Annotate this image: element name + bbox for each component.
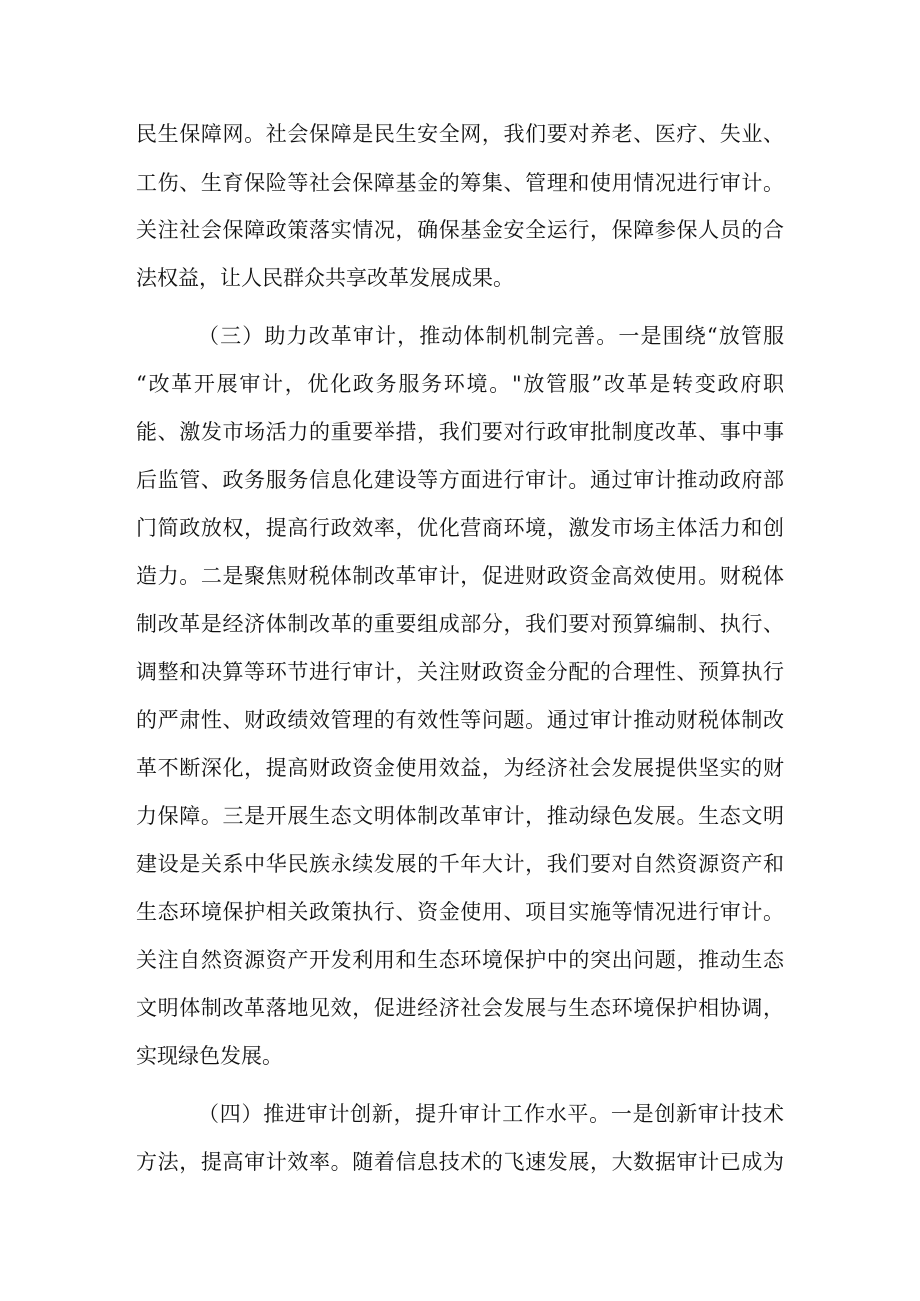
text-line: 建设是关系中华民族永续发展的千年大计，我们要对自然资源资产和 xyxy=(136,852,784,876)
text-line: 民生保障网。社会保障是民生安全网，我们要对养老、医疗、失业、 xyxy=(136,122,784,146)
text-line: 工伤、生育保险等社会保障基金的筹集、管理和使用情况进行审计。 xyxy=(136,171,784,195)
text-line: 的严肃性、财政绩效管理的有效性等问题。通过审计推动财税体制改 xyxy=(136,708,784,732)
text-line: “改革开展审计，优化政务服务环境。"放管服”改革是转变政府职 xyxy=(136,372,784,396)
text-line: 关注社会保障政策落实情况，确保基金安全运行，保障参保人员的合 xyxy=(136,218,784,242)
text-line: 生态环境保护相关政策执行、资金使用、项目实施等情况进行审计。 xyxy=(136,900,784,924)
text-line: 关注自然资源资产开发利用和生态环境保护中的突出问题，推动生态 xyxy=(136,948,784,972)
text-line: 力保障。三是开展生态文明体制改革审计，推动绿色发展。生态文明 xyxy=(136,804,784,828)
paragraph-heading-line: （三）助力改革审计，推动体制机制完善。一是围绕“放管服 xyxy=(198,324,784,348)
text-line: 法权益，让人民群众共享改革发展成果。 xyxy=(136,266,514,290)
text-line: 能、激发市场活力的重要举措，我们要对行政审批制度改革、事中事 xyxy=(136,420,784,444)
text-line: 文明体制改革落地见效，促进经济社会发展与生态环境保护相协调， xyxy=(136,996,784,1020)
text-line: 方法，提高审计效率。随着信息技术的飞速发展，大数据审计已成为 xyxy=(136,1150,784,1174)
text-line: 调整和决算等环节进行审计，关注财政资金分配的合理性、预算执行 xyxy=(136,660,784,684)
paragraph-heading-line: （四）推进审计创新，提升审计工作水平。一是创新审计技术 xyxy=(198,1102,784,1126)
text-line: 制改革是经济体制改革的重要组成部分，我们要对预算编制、执行、 xyxy=(136,612,784,636)
text-line: 革不断深化，提高财政资金使用效益，为经济社会发展提供坚实的财 xyxy=(136,756,784,780)
text-line: 实现绿色发展。 xyxy=(136,1044,283,1068)
text-line: 门简政放权，提高行政效率，优化营商环境，激发市场主体活力和创 xyxy=(136,516,784,540)
text-line: 造力。二是聚焦财税体制改革审计，促进财政资金高效使用。财税体 xyxy=(136,564,784,588)
text-line: 后监管、政务服务信息化建设等方面进行审计。通过审计推动政府部 xyxy=(136,468,784,492)
